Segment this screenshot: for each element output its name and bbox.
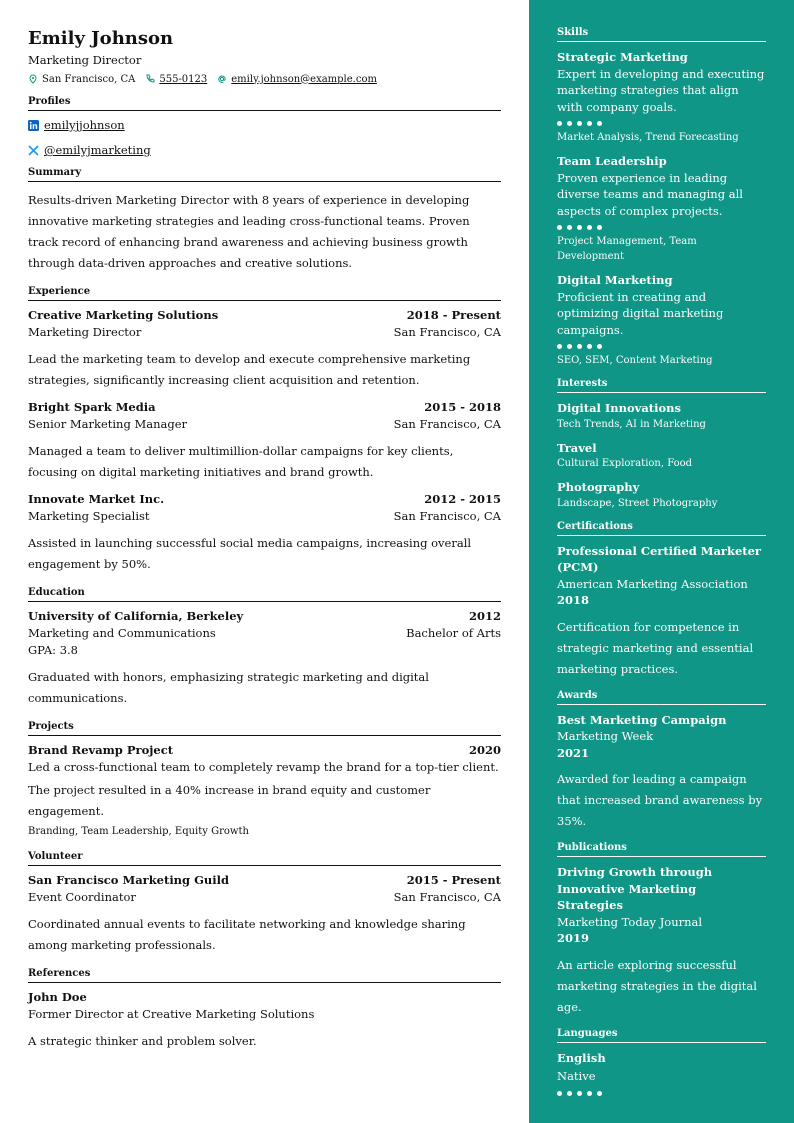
interest-name: Photography xyxy=(557,480,640,494)
experience-position: Marketing Director xyxy=(28,325,142,339)
awards-section xyxy=(557,690,766,833)
volunteer-date: 2015 - Present xyxy=(406,873,501,887)
award-awarder: Marketing Week xyxy=(557,729,654,743)
email-item[interactable] xyxy=(217,74,377,85)
email-link[interactable]: emily.johnson@example.com xyxy=(231,73,377,85)
linkedin-icon xyxy=(28,120,39,131)
candidate-name: Emily Johnson xyxy=(28,28,174,49)
publication-name: Driving Growth through Innovative Marketing Strategies xyxy=(557,865,713,912)
experience-item xyxy=(28,399,501,483)
interest-keywords: Landscape, Street Photography xyxy=(557,497,718,509)
experience-position: Senior Marketing Manager xyxy=(28,417,188,431)
profile-linkedin[interactable] xyxy=(28,117,501,133)
phone-link[interactable]: 555-0123 xyxy=(159,73,208,85)
education-area: Marketing and Communications xyxy=(28,626,216,640)
experience-date: 2018 - Present xyxy=(406,308,501,322)
experience-summary: Lead the marketing team to develop and execute comprehensive marketing strategies, significantly increasing client acquisition and retention. xyxy=(28,352,471,387)
publications-section xyxy=(557,842,766,1018)
languages-section xyxy=(557,1028,766,1096)
skill-name: Strategic Marketing xyxy=(557,50,688,64)
candidate-headline: Marketing Director xyxy=(28,53,142,67)
skill-name: Digital Marketing xyxy=(557,273,673,287)
skill-description: Proven experience in leading diverse teams and managing all aspects of complex projects. xyxy=(557,170,743,218)
experience-item xyxy=(28,307,501,391)
interest-keywords: Cultural Exploration, Food xyxy=(557,458,693,469)
certification-issuer: American Marketing Association xyxy=(557,576,748,591)
projects-heading: Projects xyxy=(28,721,501,736)
contact-row xyxy=(28,72,501,86)
education-item xyxy=(28,608,501,709)
skill-keywords: Project Management, Team Development xyxy=(557,236,697,262)
main-column xyxy=(28,27,501,1060)
publication-date: 2019 xyxy=(557,931,590,945)
language-level xyxy=(557,1091,766,1096)
skill-level xyxy=(557,225,766,230)
linkedin-handle[interactable]: emilyjjohnson xyxy=(44,118,125,132)
reference-item xyxy=(28,989,501,1052)
experience-company: Innovate Market Inc. xyxy=(28,492,165,506)
education-heading: Education xyxy=(28,587,501,602)
publications-heading: Publications xyxy=(557,842,766,857)
education-date: 2012 xyxy=(468,609,501,623)
publication-summary: An article exploring successful marketing strategies in the digital age. xyxy=(557,957,757,1014)
awards-heading: Awards xyxy=(557,690,766,705)
education-gpa: GPA: 3.8 xyxy=(28,643,78,657)
award-name: Best Marketing Campaign xyxy=(557,712,727,727)
skills-heading: Skills xyxy=(557,27,766,42)
reference-description: Former Director at Creative Marketing Solutions xyxy=(28,1007,315,1021)
phone-icon xyxy=(145,74,155,84)
project-keywords: Branding, Team Leadership, Equity Growth xyxy=(28,826,249,837)
skill-name: Team Leadership xyxy=(557,154,667,168)
experience-location: San Francisco, CA xyxy=(393,509,501,523)
x-icon xyxy=(28,145,39,156)
profiles-heading: Profiles xyxy=(28,96,501,111)
education-degree: Bachelor of Arts xyxy=(406,626,501,640)
interests-heading: Interests xyxy=(557,378,766,393)
reference-name: John Doe xyxy=(28,990,87,1004)
education-summary: Graduated with honors, emphasizing strategic marketing and digital communications. xyxy=(28,670,429,705)
location-text: San Francisco, CA xyxy=(42,73,136,85)
award-summary: Awarded for leading a campaign that increased brand awareness by 35%. xyxy=(557,772,763,828)
interest-item xyxy=(557,479,766,511)
project-date: 2020 xyxy=(468,743,501,757)
interests-section xyxy=(557,378,766,511)
sidebar xyxy=(529,0,794,1123)
experience-location: San Francisco, CA xyxy=(393,417,501,431)
skill-item xyxy=(557,272,766,368)
certifications-heading: Certifications xyxy=(557,521,766,536)
interest-item xyxy=(557,400,766,432)
certification-date: 2018 xyxy=(557,593,590,607)
skills-section xyxy=(557,27,766,368)
skill-item xyxy=(557,49,766,145)
skill-description: Proficient in creating and optimizing digital marketing campaigns. xyxy=(557,289,724,337)
interest-name: Digital Innovations xyxy=(557,401,681,415)
experience-date: 2012 - 2015 xyxy=(424,492,501,506)
volunteer-heading: Volunteer xyxy=(28,851,501,866)
languages-heading: Languages xyxy=(557,1028,766,1043)
award-date: 2021 xyxy=(557,745,590,760)
references-heading: References xyxy=(28,968,501,983)
map-pin-icon xyxy=(28,74,38,84)
skill-keywords: Market Analysis, Trend Forecasting xyxy=(557,132,739,143)
volunteer-summary: Coordinated annual events to facilitate networking and knowledge sharing among marketing professionals. xyxy=(28,917,466,952)
volunteer-organization: San Francisco Marketing Guild xyxy=(28,873,230,887)
summary-heading: Summary xyxy=(28,167,501,182)
volunteer-location: San Francisco, CA xyxy=(393,890,501,904)
project-summary: The project resulted in a 40% increase in brand equity and customer engagement. xyxy=(28,783,431,818)
volunteer-position: Event Coordinator xyxy=(28,890,136,904)
interest-name: Travel xyxy=(557,440,597,455)
reference-summary: A strategic thinker and problem solver. xyxy=(28,1034,257,1048)
x-handle[interactable]: @emilyjmarketing xyxy=(44,143,151,157)
profile-x[interactable] xyxy=(28,142,501,158)
experience-summary: Managed a team to deliver multimillion-dollar campaigns for key clients, focusing on digital marketing initiatives and brand growth. xyxy=(28,444,454,479)
certification-summary: Certification for competence in strategic marketing and essential marketing practices. xyxy=(557,619,754,676)
experience-company: Bright Spark Media xyxy=(28,400,156,414)
interest-keywords: Tech Trends, AI in Marketing xyxy=(557,418,706,430)
skill-level xyxy=(557,121,766,126)
language-name: English xyxy=(557,1050,606,1065)
summary-text: Results-driven Marketing Director with 8 years of experience in developing innovative marketing strategies and leading cross-functional teams. Proven track record of enhancing brand awareness and achieving business growth through data-driven approaches and creative solutions. xyxy=(28,193,470,270)
skill-level xyxy=(557,344,766,349)
education-institution: University of California, Berkeley xyxy=(28,609,244,623)
certifications-section xyxy=(557,521,766,680)
experience-summary: Assisted in launching successful social media campaigns, increasing overall engagement by 50%. xyxy=(28,536,472,571)
project-description: Led a cross-functional team to completely revamp the brand for a top-tier client. xyxy=(28,760,499,774)
experience-company: Creative Marketing Solutions xyxy=(28,308,219,322)
experience-location: San Francisco, CA xyxy=(393,325,501,339)
location-item xyxy=(28,74,135,85)
interest-item xyxy=(557,440,766,472)
experience-item xyxy=(28,491,501,575)
skill-keywords: SEO, SEM, Content Marketing xyxy=(557,355,713,366)
phone-item[interactable] xyxy=(145,74,207,85)
language-fluency: Native xyxy=(557,1069,596,1083)
volunteer-item xyxy=(28,872,501,956)
project-item xyxy=(28,742,501,839)
publication-publisher: Marketing Today Journal xyxy=(557,914,703,929)
certification-name: Professional Certified Marketer (PCM) xyxy=(557,543,761,574)
experience-date: 2015 - 2018 xyxy=(424,400,501,414)
skill-item xyxy=(557,153,766,264)
at-icon xyxy=(217,74,227,84)
project-name: Brand Revamp Project xyxy=(28,743,174,757)
experience-heading: Experience xyxy=(28,286,501,301)
skill-description: Expert in developing and executing marketing strategies that align with company goals. xyxy=(557,66,765,114)
experience-position: Marketing Specialist xyxy=(28,509,150,523)
